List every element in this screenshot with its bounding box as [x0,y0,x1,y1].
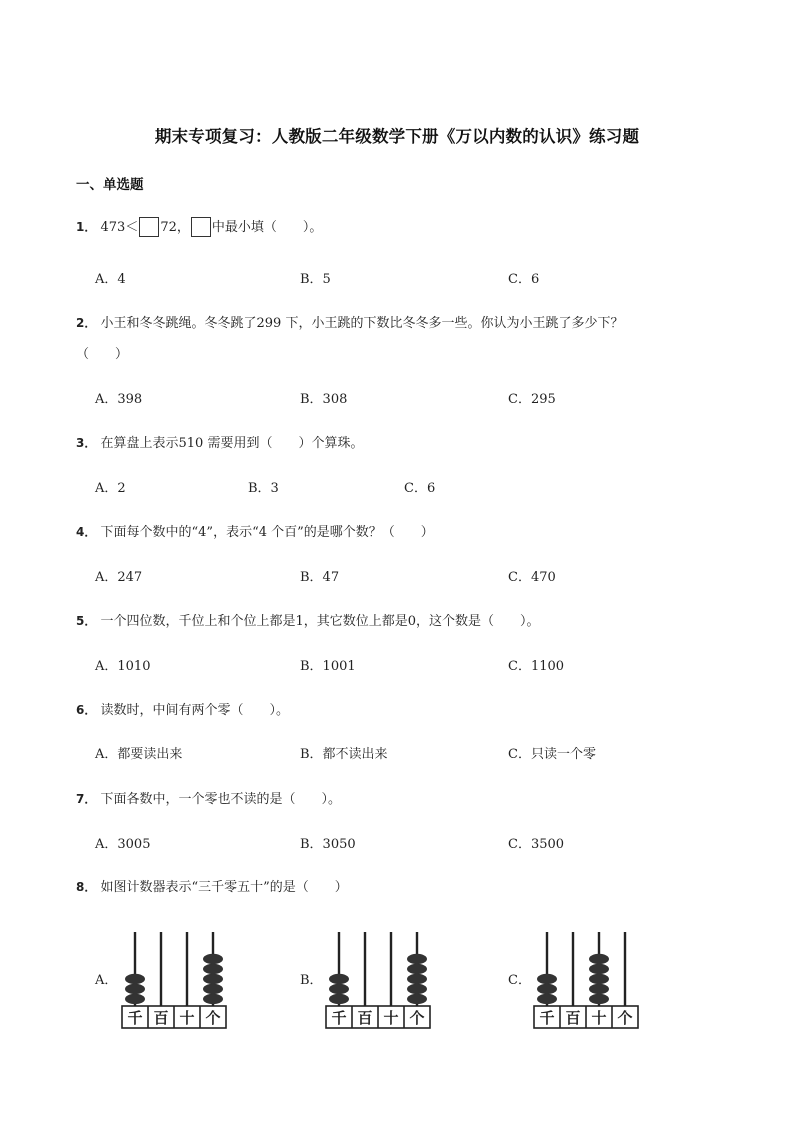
question-number: 3． [76,436,97,450]
option-b[interactable]: B．47 [300,570,340,585]
abacus-place-label: 个 [205,1009,221,1027]
abacus-bead [329,984,349,994]
abacus-place-label: 十 [179,1009,195,1027]
abacus-bead [537,994,557,1004]
option-b[interactable]: B．都不读出来 [300,747,388,762]
option-a[interactable]: A．4 [95,272,126,287]
option-a[interactable]: A． [95,973,118,988]
option-a[interactable]: A．2 [95,481,126,496]
option-a[interactable]: A．398 [95,392,143,407]
question-number: 2． [76,316,97,330]
option-c[interactable]: C．6 [404,481,436,496]
abacus-place-label: 十 [383,1009,399,1027]
abacus-place-label: 千 [539,1009,555,1027]
abacus-bead [125,974,145,984]
option-c[interactable]: C．6 [508,272,540,287]
option-a[interactable]: A．都要读出来 [95,747,183,762]
option-b[interactable]: B．1001 [300,659,356,674]
abacus-b[interactable] [322,926,442,1032]
abacus-bead [407,974,427,984]
abacus-bead [589,984,609,994]
question-number: 8． [76,880,97,894]
option-b[interactable]: B． [300,973,323,988]
blank-box [191,217,211,237]
option-b[interactable]: B．3 [248,481,279,496]
abacus-place-label: 个 [409,1009,425,1027]
option-a[interactable]: A．1010 [95,659,151,674]
question-text: 如图计数器表示“三千零五十”的是（ ） [100,880,348,895]
question-1 [76,216,322,237]
question-text: 中最小填（ ）。 [211,220,323,235]
question-6 [76,699,289,718]
option-c[interactable]: C．只读一个零 [508,747,596,762]
question-text: 473＜ [100,220,139,235]
question-2 [76,312,623,331]
abacus-place-label: 十 [591,1009,607,1027]
option-c[interactable]: C．3500 [508,837,565,852]
abacus-bead [203,974,223,984]
abacus-bead [537,974,557,984]
abacus-bead [537,984,557,994]
abacus-c[interactable] [530,926,650,1032]
abacus-place-label: 千 [127,1009,143,1027]
abacus-bead [407,994,427,1004]
abacus-bead [589,964,609,974]
question-7 [76,788,341,807]
abacus-bead [203,994,223,1004]
abacus-bead [203,964,223,974]
question-text: 小王和冬冬跳绳。冬冬跳了299 下，小王跳的下数比冬冬多一些。你认为小王跳了多少下？ [100,316,624,331]
abacus-place-label: 千 [331,1009,347,1027]
abacus-bead [329,994,349,1004]
question-8 [76,876,348,895]
abacus-bead [589,994,609,1004]
option-c[interactable]: C．1100 [508,659,565,674]
question-2-continued: （ ） [76,347,129,362]
abacus-bead [203,954,223,964]
question-number: 4． [76,525,97,539]
abacus-bead [589,954,609,964]
question-number: 6． [76,703,97,717]
abacus-bead [407,984,427,994]
question-number: 5． [76,614,97,628]
abacus-bead [125,984,145,994]
abacus-place-label: 百 [565,1009,581,1027]
abacus-a[interactable] [118,926,238,1032]
question-number: 1． [76,220,97,234]
abacus-bead [407,964,427,974]
section-heading: 一、单选题 [76,177,144,193]
option-b[interactable]: B．5 [300,272,331,287]
question-text: 一个四位数，千位上和个位上都是1，其它数位上都是0，这个数是（ ）。 [100,614,540,629]
abacus-place-label: 个 [617,1009,633,1027]
option-b[interactable]: B．3050 [300,837,356,852]
abacus-bead [203,984,223,994]
option-c[interactable]: C． [508,973,531,988]
option-c[interactable]: C．470 [508,570,556,585]
abacus-place-label: 百 [153,1009,169,1027]
option-b[interactable]: B．308 [300,392,348,407]
abacus-bead [329,974,349,984]
question-text: 读数时，中间有两个零（ ）。 [100,703,290,718]
question-4 [76,521,434,540]
question-text: 下面每个数中的“4”，表示“4 个百”的是哪个数？（ ） [100,525,434,540]
question-5 [76,610,540,629]
blank-box [139,217,159,237]
option-a[interactable]: A．3005 [95,837,151,852]
abacus-bead [125,994,145,1004]
question-text: 在算盘上表示510 需要用到（ ）个算珠。 [100,436,364,451]
question-text: 下面各数中，一个零也不读的是（ ）。 [100,792,342,807]
page-title: 期末专项复习：人教版二年级数学下册《万以内数的认识》练习题 [154,127,640,146]
option-c[interactable]: C．295 [508,392,556,407]
question-text: 72， [160,220,190,235]
question-3 [76,432,363,451]
abacus-place-label: 百 [357,1009,373,1027]
abacus-bead [407,954,427,964]
abacus-bead [589,974,609,984]
question-number: 7． [76,792,97,806]
option-a[interactable]: A．247 [95,570,143,585]
